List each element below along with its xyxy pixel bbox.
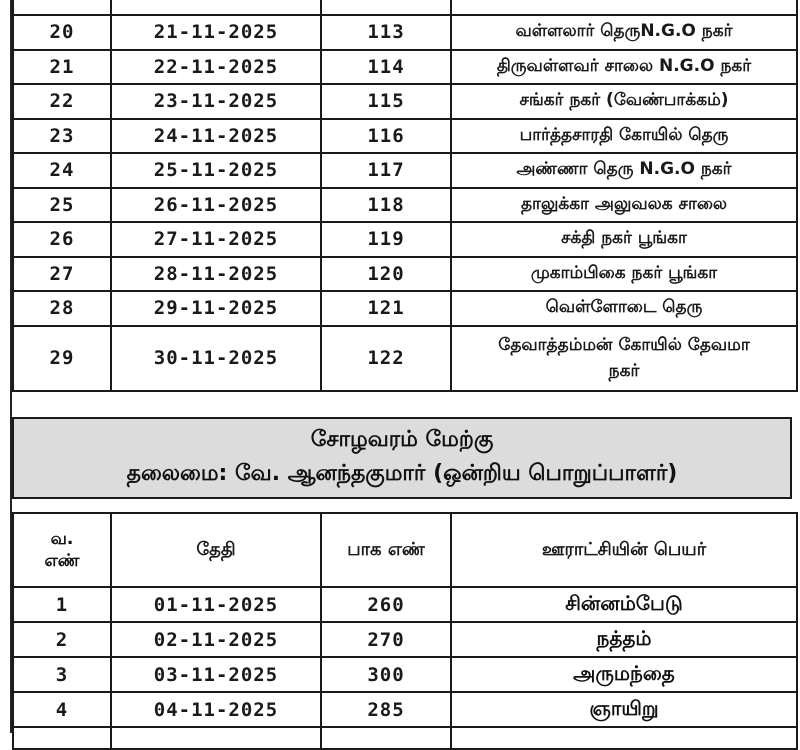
row-part-number: 122 (321, 326, 451, 391)
row-part-number: 260 (321, 587, 451, 622)
row-date: 04-11-2025 (111, 692, 321, 727)
row-part-number: 121 (321, 291, 451, 326)
row-place: சக்தி நகர் பூங்கா (451, 222, 797, 257)
header-serial-line2: எண் (44, 551, 80, 571)
row-part-number: 113 (321, 15, 451, 50)
section-title: சோழவரம் மேற்கு (310, 427, 494, 452)
row-place (451, 326, 797, 391)
row-serial: 27 (13, 257, 111, 292)
table-row (13, 119, 797, 154)
header-date: தேதி (111, 513, 321, 587)
table-row (13, 622, 797, 657)
row-place: வள்ளலார் தெருN.G.O நகர் (451, 15, 797, 50)
row-date: 02-11-2025 (111, 622, 321, 657)
table-row (13, 15, 797, 50)
row-part-number: 118 (321, 188, 451, 223)
schedule-table-top (12, 0, 798, 392)
row-place-line2: நகர் (608, 361, 640, 381)
table-row (13, 153, 797, 188)
row-serial: 23 (13, 119, 111, 154)
row-serial: 28 (13, 291, 111, 326)
header-serial (13, 513, 111, 587)
row-date: 29-11-2025 (111, 291, 321, 326)
row-date: 22-11-2025 (111, 50, 321, 85)
row-place: திருவள்ளவர் சாலை N.G.O நகர் (451, 50, 797, 85)
row-serial: 20 (13, 15, 111, 50)
section-header (12, 417, 792, 499)
row-serial: 25 (13, 188, 111, 223)
row-date: 23-11-2025 (111, 84, 321, 119)
row-serial: 26 (13, 222, 111, 257)
schedule-table-bottom (12, 512, 798, 750)
row-date: 30-11-2025 (111, 326, 321, 391)
row-place: சின்னம்பேடு (451, 587, 797, 622)
row-part-number: 117 (321, 153, 451, 188)
row-place: அருமந்தை (451, 657, 797, 692)
row-serial: 22 (13, 84, 111, 119)
row-place: வெள்ளோடை தெரு (451, 291, 797, 326)
row-part-number: 115 (321, 84, 451, 119)
row-place: சங்கர் நகர் (வேண்பாக்கம்) (451, 84, 797, 119)
row-serial: 24 (13, 153, 111, 188)
table-row (13, 188, 797, 223)
header-place: ஊராட்சியின் பெயர் (451, 513, 797, 587)
row-place: நத்தம் (451, 622, 797, 657)
table-row (13, 587, 797, 622)
row-place: அண்ணா தெரு N.G.O நகர் (451, 153, 797, 188)
table-row (13, 291, 797, 326)
table-row (13, 84, 797, 119)
row-part-number: 285 (321, 692, 451, 727)
row-date: 27-11-2025 (111, 222, 321, 257)
row-place-line1: தேவாத்தம்மன் கோயில் தேவமா (498, 335, 750, 355)
header-serial-line1: வ. (50, 529, 74, 549)
table-row (13, 692, 797, 727)
table-header-row (13, 513, 797, 587)
header-part-number: பாக எண் (321, 513, 451, 587)
row-serial: 1 (13, 587, 111, 622)
section-subtitle: தலைமை: வே. ஆனந்தகுமார் (ஒன்றிய பொறுப்பாளர்) (126, 461, 678, 486)
table-row (13, 50, 797, 85)
row-serial: 2 (13, 622, 111, 657)
row-part-number: 114 (321, 50, 451, 85)
table-row-cut-bottom (13, 727, 797, 749)
row-part-number: 300 (321, 657, 451, 692)
row-place: ஞாயிறு (451, 692, 797, 727)
row-date: 24-11-2025 (111, 119, 321, 154)
row-date: 21-11-2025 (111, 15, 321, 50)
row-part-number: 119 (321, 222, 451, 257)
row-date: 26-11-2025 (111, 188, 321, 223)
table-row (13, 326, 797, 391)
table-row (13, 257, 797, 292)
row-date: 01-11-2025 (111, 587, 321, 622)
row-place: முகாம்பிகை நகர் பூங்கா (451, 257, 797, 292)
table-row-cut-top (13, 0, 797, 15)
row-place: பார்த்தசாரதி கோயில் தெரு (451, 119, 797, 154)
row-part-number: 120 (321, 257, 451, 292)
row-date: 25-11-2025 (111, 153, 321, 188)
row-serial: 21 (13, 50, 111, 85)
row-part-number: 270 (321, 622, 451, 657)
row-serial: 3 (13, 657, 111, 692)
row-date: 28-11-2025 (111, 257, 321, 292)
row-date: 03-11-2025 (111, 657, 321, 692)
row-part-number: 116 (321, 119, 451, 154)
table-row (13, 657, 797, 692)
row-serial: 29 (13, 326, 111, 391)
table-row (13, 222, 797, 257)
row-serial: 4 (13, 692, 111, 727)
row-place: தாலுக்கா அலுவலக சாலை (451, 188, 797, 223)
